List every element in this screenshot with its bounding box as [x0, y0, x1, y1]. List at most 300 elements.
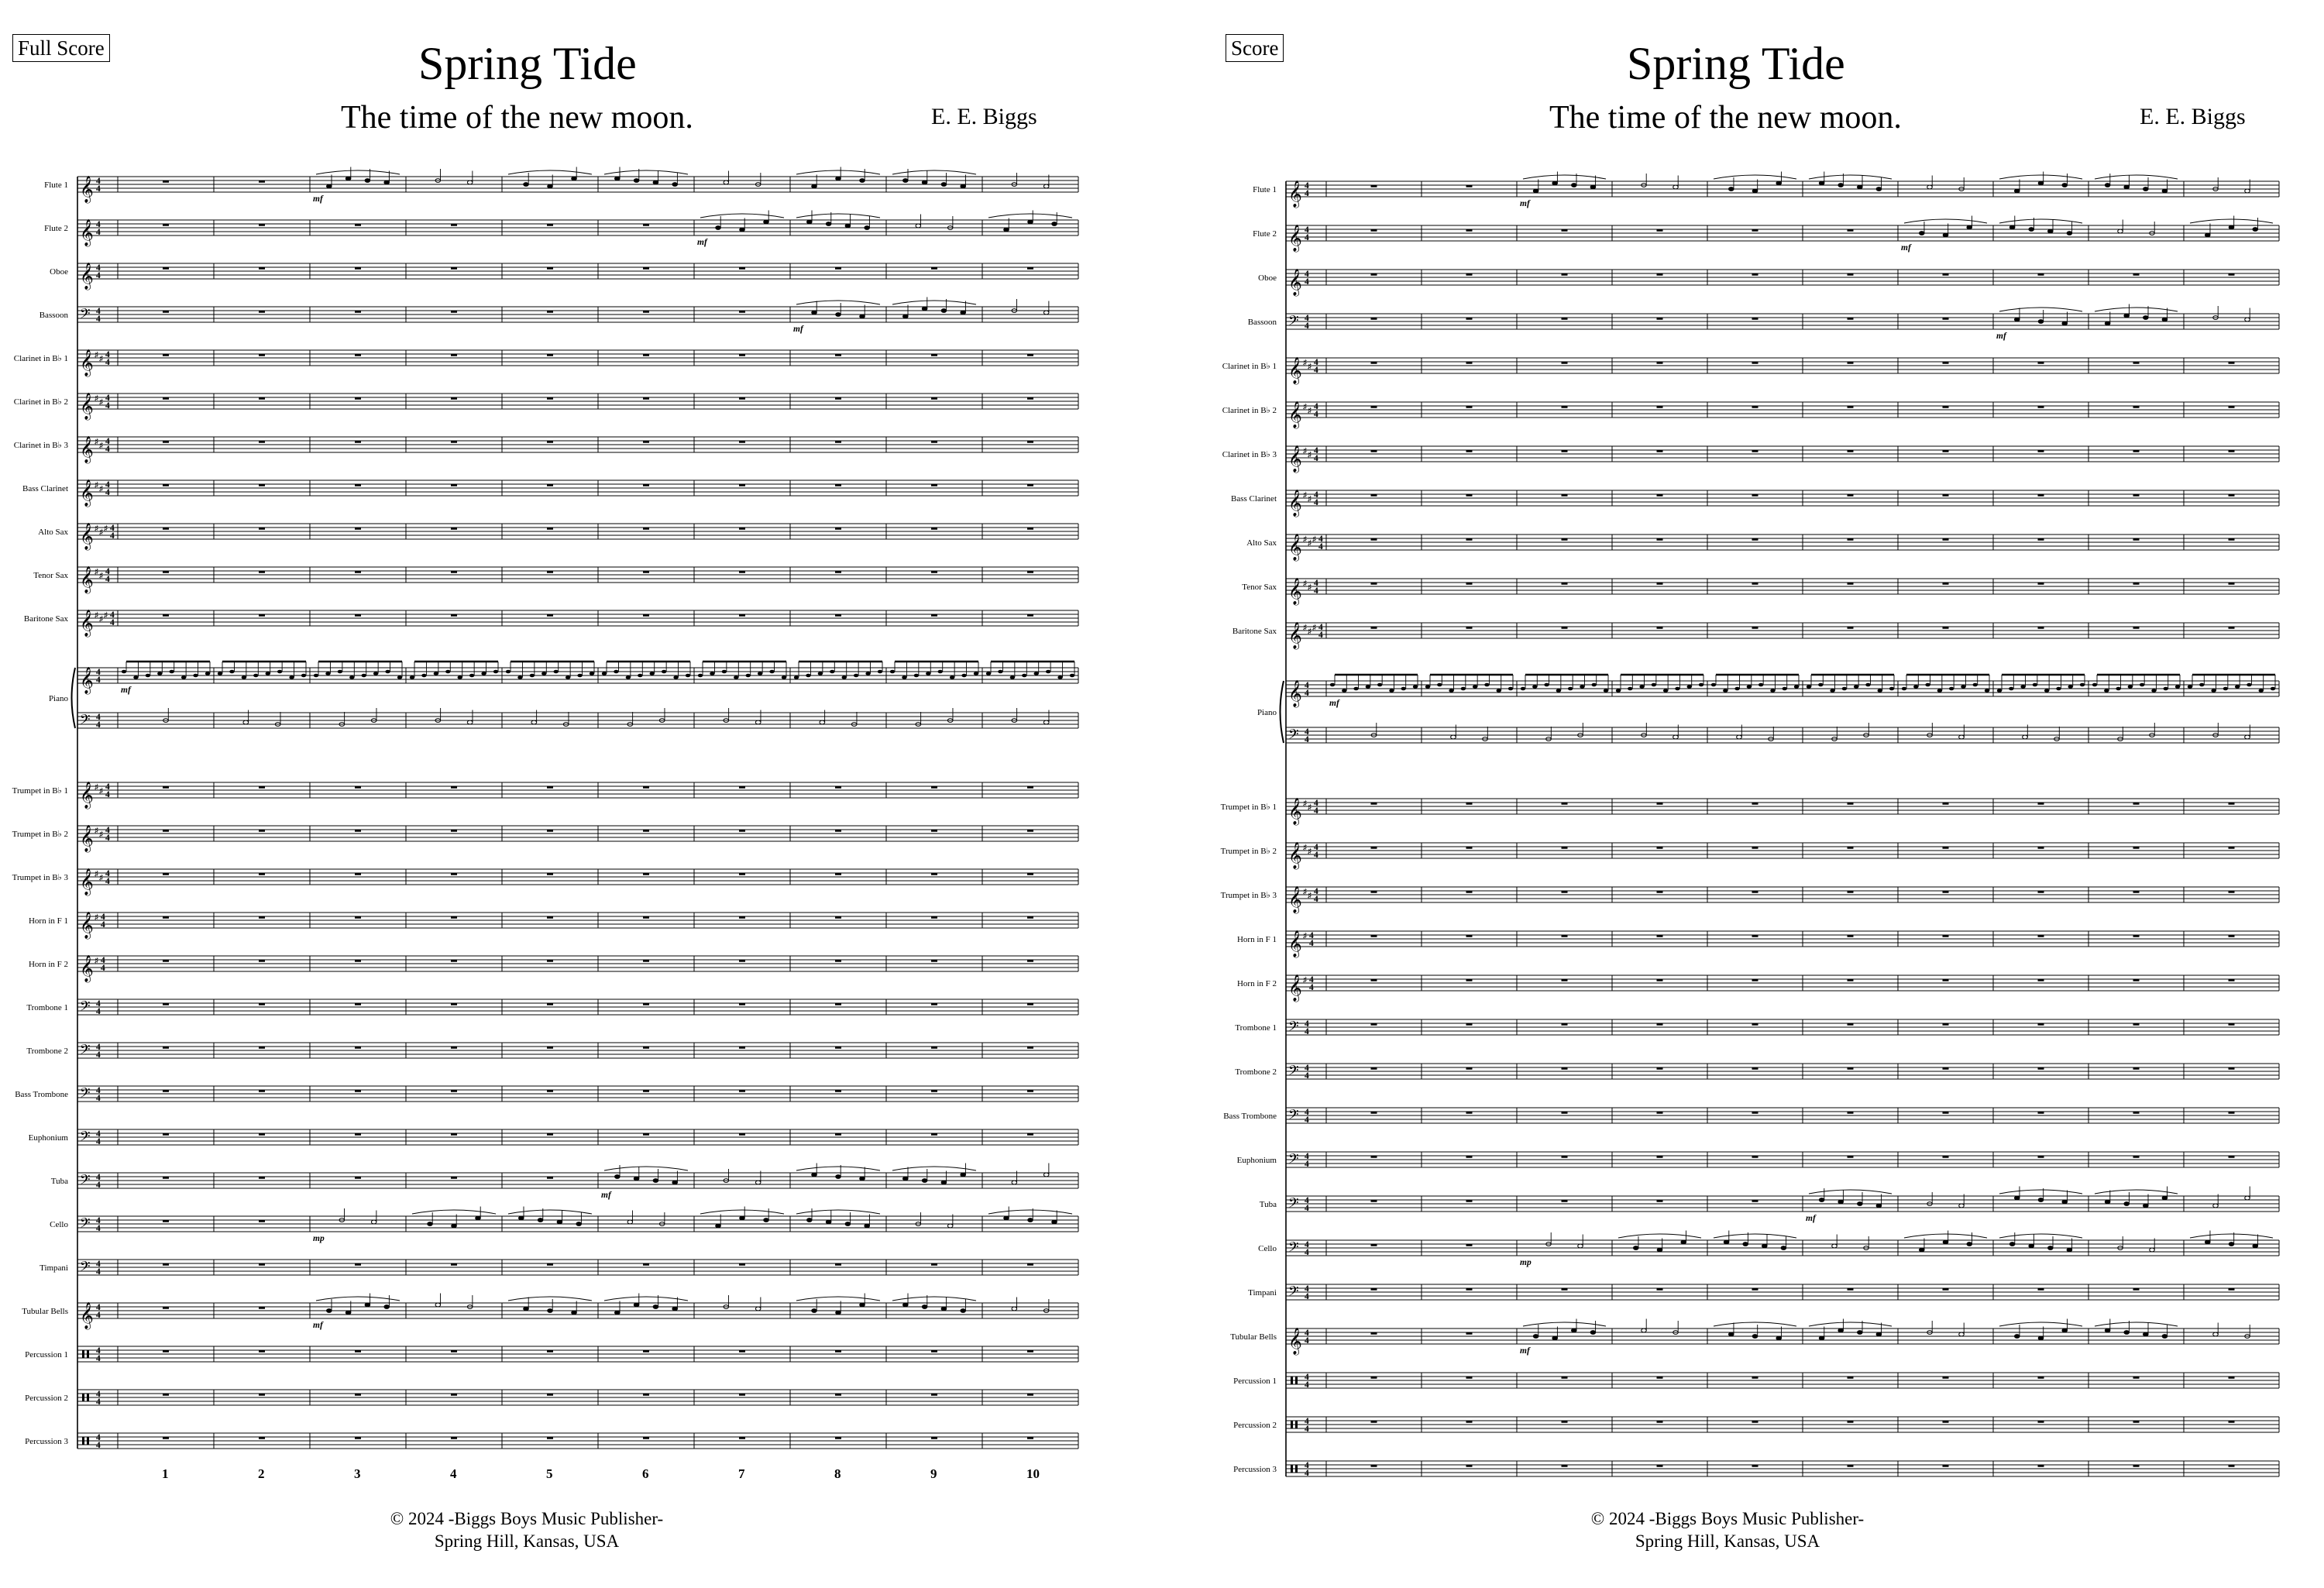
whole-rest-icon — [1752, 935, 1758, 937]
note-head — [974, 672, 978, 675]
whole-rest-icon — [835, 873, 841, 875]
percussion-clef-icon — [1295, 1421, 1298, 1428]
note-head — [1663, 689, 1668, 693]
note-head — [548, 1309, 553, 1313]
whole-rest-icon — [259, 1350, 265, 1353]
time-signature-bottom: 4 — [110, 618, 115, 627]
staff-percussion-3 — [25, 1433, 1078, 1450]
whole-rest-icon — [1943, 1421, 1949, 1423]
whole-rest-icon — [1752, 1421, 1758, 1423]
whole-rest-icon — [1371, 891, 1377, 893]
note-head — [758, 672, 762, 675]
treble-clef-icon: 𝄞 — [80, 1303, 94, 1328]
note-head — [1004, 228, 1009, 232]
whole-rest-icon — [1371, 1421, 1377, 1423]
treble-clef-icon: 𝄞 — [1288, 887, 1302, 913]
whole-rest-icon — [1657, 935, 1663, 937]
whole-rest-icon — [1562, 1023, 1568, 1026]
note-head — [1783, 687, 1787, 691]
whole-rest-icon — [163, 1437, 169, 1439]
slur — [796, 170, 880, 174]
whole-rest-icon — [2038, 494, 2044, 497]
whole-rest-icon — [451, 1090, 457, 1092]
time-signature-bottom: 4 — [96, 675, 101, 685]
time-signature-bottom: 4 — [96, 1354, 101, 1363]
time-signature-top: 4 — [96, 1303, 101, 1312]
instrument-name: Flute 1 — [1253, 185, 1277, 194]
dynamic-marking: mf — [121, 686, 131, 695]
whole-rest-icon — [163, 1350, 169, 1353]
note-head — [2144, 316, 2149, 320]
note-head — [672, 1307, 678, 1311]
treble-clef-icon: 𝄞 — [1288, 623, 1302, 648]
score-title: Spring Tide — [1627, 38, 1845, 89]
time-signature-top: 4 — [1305, 1417, 1309, 1426]
note-head — [385, 670, 390, 674]
note-head — [1043, 1173, 1049, 1177]
instrument-name: Piano — [48, 694, 68, 703]
whole-rest-icon — [931, 528, 937, 530]
note-head — [1043, 720, 1049, 724]
note-head — [1818, 683, 1823, 687]
note-head — [590, 672, 594, 675]
whole-rest-icon — [1943, 1067, 1949, 1070]
whole-rest-icon — [2038, 1112, 2044, 1114]
whole-rest-icon — [739, 397, 745, 400]
instrument-name: Bassoon — [39, 311, 68, 320]
bass-clef-icon: 𝄢 — [1288, 1195, 1299, 1214]
whole-rest-icon — [1848, 627, 1854, 629]
note-head — [517, 675, 522, 679]
whole-rest-icon — [1027, 1003, 1033, 1005]
instrument-name: Flute 2 — [44, 224, 68, 233]
whole-rest-icon — [2038, 1023, 2044, 1026]
whole-rest-icon — [1562, 1288, 1568, 1291]
note-head — [602, 672, 607, 675]
note-head — [1919, 232, 1924, 235]
note-head — [2162, 318, 2168, 321]
note-head — [746, 674, 751, 678]
note-head — [764, 220, 769, 224]
note-head — [1878, 689, 1882, 693]
time-signature-top: 4 — [1305, 225, 1309, 235]
sharp-icon: ♯ — [1303, 403, 1307, 411]
note-head — [122, 670, 126, 674]
measure-number: 1 — [162, 1466, 169, 1481]
note-head — [1377, 683, 1382, 687]
whole-rest-icon — [1027, 960, 1033, 962]
whole-rest-icon — [259, 1090, 265, 1092]
note-head — [998, 670, 1002, 674]
note-head — [1967, 1243, 1972, 1246]
whole-rest-icon — [1848, 803, 1854, 805]
whole-rest-icon — [1848, 362, 1854, 364]
whole-rest-icon — [2133, 406, 2140, 408]
measure-number: 10 — [1026, 1466, 1040, 1481]
treble-clef-icon: 𝄞 — [80, 524, 94, 549]
whole-rest-icon — [1371, 1200, 1377, 1202]
whole-rest-icon — [1657, 1067, 1663, 1070]
sharp-icon: ♯ — [95, 611, 98, 620]
whole-rest-icon — [2229, 1465, 2235, 1467]
time-signature-bottom: 4 — [1305, 735, 1309, 744]
whole-rest-icon — [163, 397, 169, 400]
whole-rest-icon — [2229, 406, 2235, 408]
whole-rest-icon — [1562, 935, 1568, 937]
slur — [2095, 308, 2178, 311]
sharp-icon: ♯ — [95, 438, 98, 446]
dynamic-marking: mf — [1520, 199, 1530, 208]
instrument-name: Percussion 1 — [1233, 1377, 1277, 1386]
whole-rest-icon — [2229, 538, 2235, 541]
whole-rest-icon — [643, 1263, 649, 1266]
whole-rest-icon — [1848, 1465, 1854, 1467]
whole-rest-icon — [163, 873, 169, 875]
note-head — [818, 672, 823, 675]
time-signature-bottom: 4 — [1314, 806, 1318, 816]
whole-rest-icon — [259, 614, 265, 617]
whole-rest-icon — [835, 1263, 841, 1266]
note-head — [1413, 685, 1418, 689]
note-head — [493, 670, 498, 674]
note-head — [1052, 222, 1057, 226]
note-head — [1902, 687, 1906, 691]
note-head — [807, 220, 813, 224]
staff-horn-in-f-1 — [1237, 930, 2279, 958]
whole-rest-icon — [1562, 1377, 1568, 1379]
whole-rest-icon — [259, 1133, 265, 1136]
whole-rest-icon — [643, 1003, 649, 1005]
whole-rest-icon — [1562, 318, 1568, 320]
note-head — [1919, 1248, 1924, 1252]
note-head — [903, 1177, 909, 1181]
note-head — [572, 177, 577, 180]
time-signature-top: 4 — [96, 1043, 101, 1052]
treble-clef-icon: 𝄞 — [1288, 843, 1302, 868]
note-head — [2048, 1246, 2054, 1250]
dynamic-marking: mp — [313, 1234, 325, 1243]
whole-rest-icon — [1752, 891, 1758, 893]
note-head — [2124, 1202, 2130, 1206]
note-head — [421, 674, 426, 678]
note-head — [1401, 687, 1406, 691]
whole-rest-icon — [1943, 273, 1949, 276]
note-head — [434, 672, 438, 675]
whole-rest-icon — [1943, 494, 1949, 497]
whole-rest-icon — [1562, 979, 1568, 981]
staff-clarinet-in-b-2 — [14, 393, 1078, 421]
whole-rest-icon — [547, 1177, 553, 1179]
treble-clef-icon: 𝄞 — [1288, 181, 1302, 207]
whole-rest-icon — [547, 267, 553, 270]
note-head — [653, 1305, 658, 1309]
whole-rest-icon — [1752, 362, 1758, 364]
whole-rest-icon — [2038, 1421, 2044, 1423]
note-head — [1070, 674, 1074, 678]
time-signature-bottom: 4 — [105, 401, 110, 411]
note-head — [860, 179, 865, 183]
whole-rest-icon — [1371, 273, 1377, 276]
time-signature-top: 4 — [1305, 1373, 1309, 1382]
sharp-icon: ♯ — [104, 611, 108, 620]
whole-rest-icon — [2133, 1067, 2140, 1070]
time-signature-bottom: 4 — [1314, 851, 1318, 860]
instrument-name: Trumpet in B♭ 2 — [1220, 847, 1277, 856]
whole-rest-icon — [1371, 450, 1377, 452]
whole-rest-icon — [1371, 1288, 1377, 1291]
note-head — [2038, 181, 2044, 185]
note-head — [716, 226, 721, 230]
note-head — [1022, 674, 1026, 678]
whole-rest-icon — [2133, 362, 2140, 364]
percussion-clef-icon — [1291, 1465, 1293, 1473]
whole-rest-icon — [739, 1394, 745, 1396]
note-head — [2151, 689, 2156, 693]
time-signature-top: 4 — [110, 524, 115, 533]
note-head — [830, 670, 834, 674]
whole-rest-icon — [1371, 1023, 1377, 1026]
instrument-name: Tenor Sax — [33, 571, 68, 580]
note-head — [314, 674, 318, 678]
whole-rest-icon — [2038, 1288, 2044, 1291]
bass-clef-icon: 𝄢 — [80, 1259, 91, 1277]
note-head — [627, 1220, 633, 1224]
score-system — [1208, 0, 2324, 1588]
whole-rest-icon — [355, 267, 361, 270]
score-subtitle: The time of the new moon. — [341, 100, 693, 136]
note-head — [2038, 1336, 2044, 1340]
whole-rest-icon — [2038, 935, 2044, 937]
whole-rest-icon — [1848, 583, 1854, 585]
note-head — [1642, 1328, 1647, 1332]
whole-rest-icon — [931, 484, 937, 486]
instrument-name: Cello — [50, 1220, 68, 1229]
measure-number: 2 — [258, 1466, 265, 1481]
treble-clef-icon: 𝄞 — [80, 263, 94, 289]
note-head — [698, 674, 703, 678]
note-head — [836, 313, 841, 317]
note-head — [2245, 189, 2250, 193]
staff-tenor-sax — [33, 566, 1078, 594]
whole-rest-icon — [259, 1394, 265, 1396]
slur — [604, 1297, 688, 1301]
note-head — [1943, 1240, 1948, 1244]
whole-rest-icon — [1371, 847, 1377, 849]
time-signature-bottom: 4 — [101, 964, 105, 973]
whole-rest-icon — [355, 1090, 361, 1092]
note-head — [2128, 685, 2133, 689]
sharp-icon: ♯ — [1303, 624, 1307, 632]
whole-rest-icon — [355, 1177, 361, 1179]
whole-rest-icon — [2229, 583, 2235, 585]
note-head — [1743, 1243, 1748, 1246]
instrument-name: Trombone 2 — [1235, 1067, 1277, 1077]
staff-oboe — [50, 263, 1078, 290]
whole-rest-icon — [1466, 185, 1473, 187]
whole-rest-icon — [451, 873, 457, 875]
staff-trombone-2 — [26, 1042, 1078, 1060]
whole-rest-icon — [2038, 406, 2044, 408]
sharp-icon: ♯ — [95, 783, 98, 792]
whole-rest-icon — [1466, 891, 1473, 893]
note-head — [903, 179, 909, 183]
time-signature-top: 4 — [105, 782, 110, 792]
note-head — [289, 675, 294, 679]
percussion-clef-icon — [1295, 1465, 1298, 1473]
staff-alto-sax — [38, 523, 1078, 551]
whole-rest-icon — [2038, 1377, 2044, 1379]
whole-rest-icon — [547, 614, 553, 617]
time-signature-bottom: 4 — [1305, 1380, 1309, 1390]
note-head — [914, 674, 919, 678]
note-head — [950, 675, 954, 679]
staff-bass-trombone — [15, 1085, 1078, 1104]
time-signature-top: 4 — [105, 437, 110, 446]
instrument-name: Trombone 1 — [1235, 1023, 1277, 1033]
whole-rest-icon — [1562, 494, 1568, 497]
instrument-name: Percussion 1 — [25, 1350, 68, 1359]
note-head — [531, 720, 537, 724]
note-head — [2124, 185, 2130, 189]
time-signature-top: 4 — [1314, 446, 1318, 455]
note-head — [428, 1222, 433, 1226]
treble-clef-icon: 𝄞 — [80, 668, 94, 693]
whole-rest-icon — [2229, 627, 2235, 629]
slur — [1999, 1234, 2082, 1238]
note-head — [1533, 189, 1538, 193]
instrument-name: Horn in F 2 — [1236, 979, 1277, 988]
staff-clarinet-in-b-3 — [14, 436, 1078, 464]
note-head — [2056, 687, 2061, 691]
time-signature-bottom: 4 — [96, 1181, 101, 1190]
note-head — [325, 672, 330, 675]
whole-rest-icon — [1562, 803, 1568, 805]
note-head — [365, 179, 370, 183]
note-head — [2144, 187, 2149, 191]
note-head — [1807, 685, 1811, 689]
whole-rest-icon — [1027, 1394, 1033, 1396]
note-head — [1865, 683, 1870, 687]
time-signature-top: 4 — [1318, 534, 1323, 544]
note-head — [1838, 1200, 1844, 1204]
staff-percussion-2 — [1233, 1417, 2279, 1434]
whole-rest-icon — [1371, 538, 1377, 541]
whole-rest-icon — [739, 1263, 745, 1266]
whole-rest-icon — [2038, 979, 2044, 981]
whole-rest-icon — [2133, 1421, 2140, 1423]
score-system — [0, 0, 1123, 1588]
whole-rest-icon — [163, 830, 169, 832]
time-signature-bottom: 4 — [96, 1311, 101, 1320]
note-head — [2116, 687, 2120, 691]
note-head — [1473, 685, 1477, 689]
whole-rest-icon — [259, 873, 265, 875]
note-head — [903, 315, 909, 318]
time-signature-bottom: 4 — [96, 720, 101, 730]
note-head — [1838, 184, 1844, 187]
whole-rest-icon — [259, 224, 265, 226]
sharp-icon: ♯ — [1303, 579, 1307, 588]
time-signature-bottom: 4 — [96, 271, 101, 280]
whole-rest-icon — [1752, 494, 1758, 497]
whole-rest-icon — [931, 1003, 937, 1005]
note-head — [615, 177, 621, 180]
whole-rest-icon — [1657, 583, 1663, 585]
note-head — [826, 1220, 831, 1224]
whole-rest-icon — [163, 1394, 169, 1396]
whole-rest-icon — [451, 441, 457, 443]
whole-rest-icon — [1027, 1090, 1033, 1092]
time-signature-bottom: 4 — [96, 1050, 101, 1060]
note-head — [2205, 233, 2210, 237]
whole-rest-icon — [1371, 1244, 1377, 1246]
whole-rest-icon — [2229, 362, 2235, 364]
time-signature-bottom: 4 — [105, 877, 110, 886]
staff-alto-sax — [1246, 534, 2279, 562]
slur — [1809, 1322, 1892, 1326]
instrument-name: Bass Clarinet — [22, 484, 68, 493]
note-head — [1819, 181, 1824, 185]
whole-rest-icon — [1848, 1377, 1854, 1379]
whole-rest-icon — [451, 960, 457, 962]
whole-rest-icon — [739, 916, 745, 919]
whole-rest-icon — [931, 1394, 937, 1396]
whole-rest-icon — [2229, 1067, 2235, 1070]
note-head — [1687, 685, 1692, 689]
sharp-icon: ♯ — [95, 481, 98, 490]
whole-rest-icon — [1371, 185, 1377, 187]
staff-percussion-1 — [1233, 1373, 2279, 1390]
note-head — [2271, 687, 2275, 691]
note-head — [626, 675, 631, 679]
slur — [1809, 1190, 1892, 1194]
whole-rest-icon — [2229, 494, 2235, 497]
note-head — [961, 311, 966, 315]
instrument-name: Percussion 2 — [25, 1394, 68, 1403]
sharp-icon: ♯ — [1303, 359, 1307, 367]
whole-rest-icon — [1943, 803, 1949, 805]
instrument-name: Percussion 3 — [25, 1437, 68, 1446]
whole-rest-icon — [355, 224, 361, 226]
note-head — [710, 672, 714, 675]
whole-rest-icon — [451, 1437, 457, 1439]
time-signature-bottom: 4 — [1305, 321, 1309, 331]
slur — [988, 214, 1072, 218]
whole-rest-icon — [2229, 1377, 2235, 1379]
whole-rest-icon — [451, 571, 457, 573]
whole-rest-icon — [2133, 538, 2140, 541]
whole-rest-icon — [1943, 406, 1949, 408]
whole-rest-icon — [2038, 583, 2044, 585]
time-signature-bottom: 4 — [96, 1094, 101, 1103]
slur — [2095, 1322, 2178, 1326]
score-title: Spring Tide — [418, 38, 637, 89]
whole-rest-icon — [2133, 979, 2140, 981]
note-head — [716, 1224, 721, 1228]
whole-rest-icon — [1752, 450, 1758, 452]
whole-rest-icon — [1466, 1377, 1473, 1379]
whole-rest-icon — [259, 960, 265, 962]
whole-rest-icon — [547, 1263, 553, 1266]
time-signature-bottom: 4 — [1305, 1160, 1309, 1169]
staff-bassoon — [1248, 304, 2279, 342]
measure-number: 5 — [546, 1466, 553, 1481]
note-head — [1724, 1240, 1729, 1244]
time-signature-top: 4 — [1314, 579, 1318, 588]
staff-bassoon — [40, 297, 1078, 335]
instrument-name: Percussion 2 — [1233, 1421, 1277, 1430]
whole-rest-icon — [835, 354, 841, 356]
